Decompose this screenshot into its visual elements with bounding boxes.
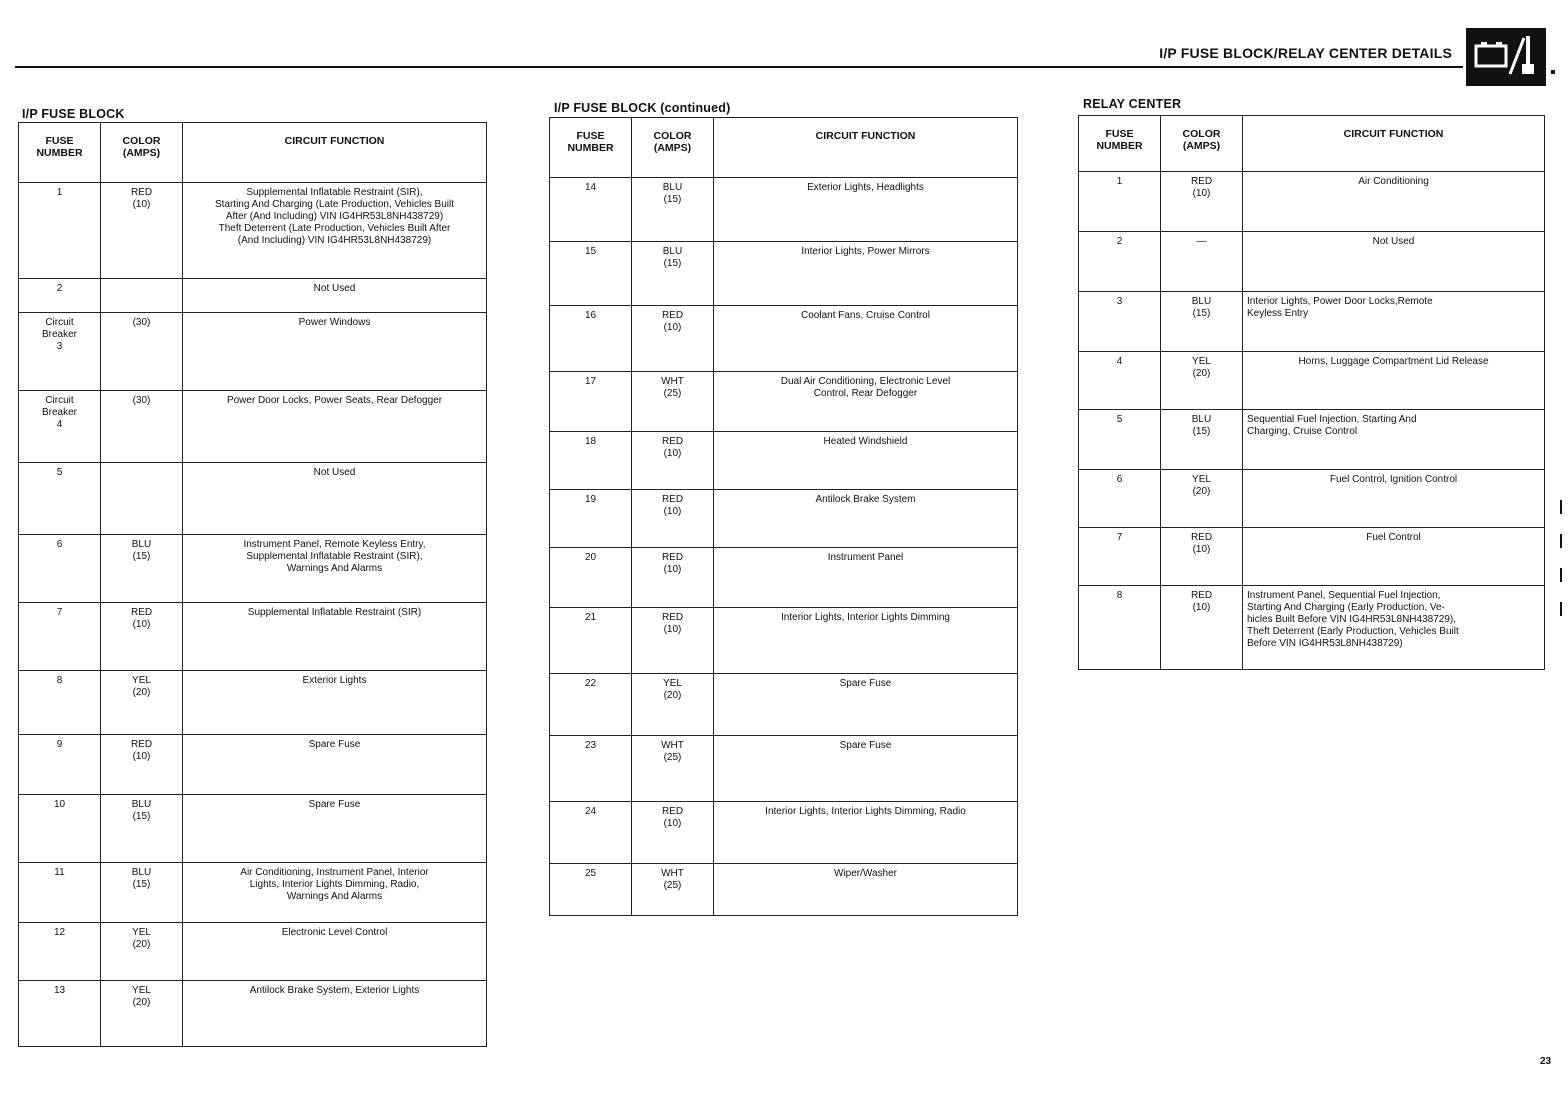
- fuse-number-cell: 1: [1079, 172, 1161, 232]
- table2-title: I/P FUSE BLOCK (continued): [554, 101, 731, 115]
- col-header-color: COLOR (AMPS): [101, 123, 183, 183]
- fuse-number-cell: 1: [19, 183, 101, 279]
- color-amps-cell: YEL (20): [1161, 470, 1243, 528]
- color-amps-cell: YEL (20): [101, 981, 183, 1047]
- circuit-function-cell: Instrument Panel, Remote Keyless Entry, Supplemental Inflatable Restraint (SIR), Warnings And Alarms: [183, 535, 487, 603]
- table-row: [19, 313, 487, 391]
- table-row: [550, 548, 1018, 608]
- table-row: [19, 671, 487, 735]
- color-amps-cell: (30): [101, 391, 183, 463]
- table-row: [550, 736, 1018, 802]
- col-header-color: COLOR (AMPS): [1161, 116, 1243, 172]
- color-amps-cell: RED (10): [632, 548, 714, 608]
- color-amps-cell: YEL (20): [1161, 352, 1243, 410]
- color-amps-cell: BLU (15): [101, 535, 183, 603]
- col-header-fuse-number: FUSE NUMBER: [1079, 116, 1161, 172]
- color-amps-cell: BLU (15): [101, 863, 183, 923]
- fuse-number-cell: 20: [550, 548, 632, 608]
- circuit-function-cell: Coolant Fans, Cruise Control: [714, 306, 1018, 372]
- table-row: [1079, 528, 1545, 586]
- table-row: [550, 802, 1018, 864]
- fuse-number-cell: 12: [19, 923, 101, 981]
- table-row: [19, 923, 487, 981]
- circuit-function-cell: Instrument Panel: [714, 548, 1018, 608]
- circuit-function-cell: Not Used: [183, 463, 487, 535]
- col-header-fuse-number: FUSE NUMBER: [550, 118, 632, 178]
- color-amps-cell: RED (10): [1161, 172, 1243, 232]
- color-amps-cell: RED (10): [101, 183, 183, 279]
- fuse-number-cell: 6: [19, 535, 101, 603]
- fuse-number-cell: 8: [1079, 586, 1161, 670]
- circuit-function-cell: Not Used: [1243, 232, 1545, 292]
- fuse-number-cell: Circuit Breaker 4: [19, 391, 101, 463]
- edge-marks: [1557, 500, 1567, 636]
- fuse-number-cell: 6: [1079, 470, 1161, 528]
- table-row: [19, 463, 487, 535]
- circuit-function-cell: Supplemental Inflatable Restraint (SIR): [183, 603, 487, 671]
- table-row: [1079, 172, 1545, 232]
- fuse-number-cell: 25: [550, 864, 632, 916]
- circuit-function-cell: Wiper/Washer: [714, 864, 1018, 916]
- color-amps-cell: RED (10): [1161, 528, 1243, 586]
- col-header-circuit-function: CIRCUIT FUNCTION: [1243, 116, 1545, 172]
- circuit-function-cell: Spare Fuse: [714, 674, 1018, 736]
- table-row: [19, 603, 487, 671]
- table-row: [550, 242, 1018, 306]
- fuse-number-cell: 4: [1079, 352, 1161, 410]
- table-row: [1079, 410, 1545, 470]
- fuse-number-cell: 7: [1079, 528, 1161, 586]
- color-amps-cell: [101, 279, 183, 313]
- page-number: 23: [1540, 1056, 1552, 1067]
- table3-title: RELAY CENTER: [1083, 97, 1182, 111]
- circuit-function-cell: Antilock Brake System: [714, 490, 1018, 548]
- color-amps-cell: BLU (15): [1161, 292, 1243, 352]
- fuse-number-cell: 17: [550, 372, 632, 432]
- table-row: [550, 674, 1018, 736]
- table-row: [19, 795, 487, 863]
- table-row: [19, 183, 487, 279]
- table1-title: I/P FUSE BLOCK: [22, 107, 125, 121]
- fuse-number-cell: 18: [550, 432, 632, 490]
- color-amps-cell: WHT (25): [632, 372, 714, 432]
- table-row: [550, 306, 1018, 372]
- table-row: [550, 490, 1018, 548]
- fuse-number-cell: 7: [19, 603, 101, 671]
- fuse-number-cell: 9: [19, 735, 101, 795]
- circuit-function-cell: Interior Lights, Interior Lights Dimming, Radio: [714, 802, 1018, 864]
- fuse-number-cell: 14: [550, 178, 632, 242]
- table3-body: [1079, 172, 1545, 670]
- table-row: [1079, 586, 1545, 670]
- color-amps-cell: RED (10): [632, 802, 714, 864]
- fuse-number-cell: 2: [19, 279, 101, 313]
- table-row: [19, 391, 487, 463]
- color-amps-cell: RED (10): [101, 603, 183, 671]
- fuse-number-cell: 15: [550, 242, 632, 306]
- fuse-number-cell: 16: [550, 306, 632, 372]
- color-amps-cell: RED (10): [632, 490, 714, 548]
- circuit-function-cell: Heated Windshield: [714, 432, 1018, 490]
- circuit-function-cell: Interior Lights, Power Door Locks,Remote Keyless Entry: [1243, 292, 1545, 352]
- circuit-function-cell: Air Conditioning: [1243, 172, 1545, 232]
- col-header-color: COLOR (AMPS): [632, 118, 714, 178]
- page-title: I/P FUSE BLOCK/RELAY CENTER DETAILS: [1159, 45, 1452, 61]
- col-header-fuse-number: FUSE NUMBER: [19, 123, 101, 183]
- circuit-function-cell: Supplemental Inflatable Restraint (SIR), Starting And Charging (Late Production, Vehicles Built After (And Including) VIN IG4HR53L8NH438729) Theft Deterrent (Late Production, Vehicles Built After (And Including) VIN IG4HR53L8NH438729): [183, 183, 487, 279]
- color-amps-cell: RED (10): [632, 608, 714, 674]
- table-row: [550, 608, 1018, 674]
- circuit-function-cell: Interior Lights, Interior Lights Dimming: [714, 608, 1018, 674]
- fuse-number-cell: 5: [19, 463, 101, 535]
- table-row: [19, 535, 487, 603]
- table-row: [19, 981, 487, 1047]
- circuit-function-cell: Electronic Level Control: [183, 923, 487, 981]
- fuse-number-cell: 22: [550, 674, 632, 736]
- table-row: [550, 432, 1018, 490]
- color-amps-cell: YEL (20): [101, 671, 183, 735]
- color-amps-cell: RED (10): [632, 306, 714, 372]
- color-amps-cell: YEL (20): [101, 923, 183, 981]
- fuse-table-1: [18, 122, 487, 1047]
- circuit-function-cell: Power Windows: [183, 313, 487, 391]
- table-row: [550, 864, 1018, 916]
- circuit-function-cell: Spare Fuse: [183, 735, 487, 795]
- table-row: [19, 863, 487, 923]
- fuse-number-cell: 13: [19, 981, 101, 1047]
- circuit-function-cell: Dual Air Conditioning, Electronic Level Control, Rear Defogger: [714, 372, 1018, 432]
- circuit-function-cell: Interior Lights, Power Mirrors: [714, 242, 1018, 306]
- table-row: [550, 178, 1018, 242]
- fuse-number-cell: 2: [1079, 232, 1161, 292]
- color-amps-cell: RED (10): [101, 735, 183, 795]
- color-amps-cell: WHT (25): [632, 736, 714, 802]
- table-row: [1079, 470, 1545, 528]
- col-header-circuit-function: CIRCUIT FUNCTION: [714, 118, 1018, 178]
- fuse-number-cell: 8: [19, 671, 101, 735]
- circuit-function-cell: Antilock Brake System, Exterior Lights: [183, 981, 487, 1047]
- table1-body: [19, 183, 487, 1047]
- color-amps-cell: BLU (15): [632, 242, 714, 306]
- fuse-number-cell: 19: [550, 490, 632, 548]
- fuse-number-cell: 23: [550, 736, 632, 802]
- color-amps-cell: BLU (15): [101, 795, 183, 863]
- table-row: [1079, 292, 1545, 352]
- fuse-number-cell: 21: [550, 608, 632, 674]
- color-amps-cell: BLU (15): [1161, 410, 1243, 470]
- relay-table: [1078, 115, 1545, 670]
- color-amps-cell: BLU (15): [632, 178, 714, 242]
- circuit-function-cell: Horns, Luggage Compartment Lid Release: [1243, 352, 1545, 410]
- col-header-circuit-function: CIRCUIT FUNCTION: [183, 123, 487, 183]
- circuit-function-cell: Fuel Control: [1243, 528, 1545, 586]
- color-amps-cell: RED (10): [632, 432, 714, 490]
- color-amps-cell: YEL (20): [632, 674, 714, 736]
- fuse-table-2: [549, 117, 1018, 916]
- battery-fuse-icon: [1466, 28, 1546, 86]
- circuit-function-cell: Instrument Panel, Sequential Fuel Injection, Starting And Charging (Early Production, Ve- hicles Built Before VIN IG4HR53L8NH438729), Theft Deterrent (Early Production, Vehicles Built Before VIN IG4HR53L8NH438729): [1243, 586, 1545, 670]
- color-amps-cell: —: [1161, 232, 1243, 292]
- fuse-number-cell: Circuit Breaker 3: [19, 313, 101, 391]
- color-amps-cell: WHT (25): [632, 864, 714, 916]
- circuit-function-cell: Power Door Locks, Power Seats, Rear Defogger: [183, 391, 487, 463]
- circuit-function-cell: Not Used: [183, 279, 487, 313]
- table-row: [550, 372, 1018, 432]
- fuse-number-cell: 10: [19, 795, 101, 863]
- fuse-number-cell: 3: [1079, 292, 1161, 352]
- table-row: [1079, 232, 1545, 292]
- fuse-number-cell: 24: [550, 802, 632, 864]
- header-rule: [15, 66, 1463, 68]
- table2-body: [550, 178, 1018, 916]
- table-row: [19, 735, 487, 795]
- color-amps-cell: RED (10): [1161, 586, 1243, 670]
- circuit-function-cell: Spare Fuse: [183, 795, 487, 863]
- fuse-number-cell: 5: [1079, 410, 1161, 470]
- circuit-function-cell: Sequential Fuel Injection, Starting And Charging, Cruise Control: [1243, 410, 1545, 470]
- circuit-function-cell: Spare Fuse: [714, 736, 1018, 802]
- fuse-number-cell: 11: [19, 863, 101, 923]
- circuit-function-cell: Exterior Lights: [183, 671, 487, 735]
- circuit-function-cell: Air Conditioning, Instrument Panel, Interior Lights, Interior Lights Dimming, Radio, Warnings And Alarms: [183, 863, 487, 923]
- color-amps-cell: (30): [101, 313, 183, 391]
- color-amps-cell: [101, 463, 183, 535]
- circuit-function-cell: Fuel Control, Ignition Control: [1243, 470, 1545, 528]
- page-dot: [1551, 70, 1555, 74]
- circuit-function-cell: Exterior Lights, Headlights: [714, 178, 1018, 242]
- table-row: [19, 279, 487, 313]
- table-row: [1079, 352, 1545, 410]
